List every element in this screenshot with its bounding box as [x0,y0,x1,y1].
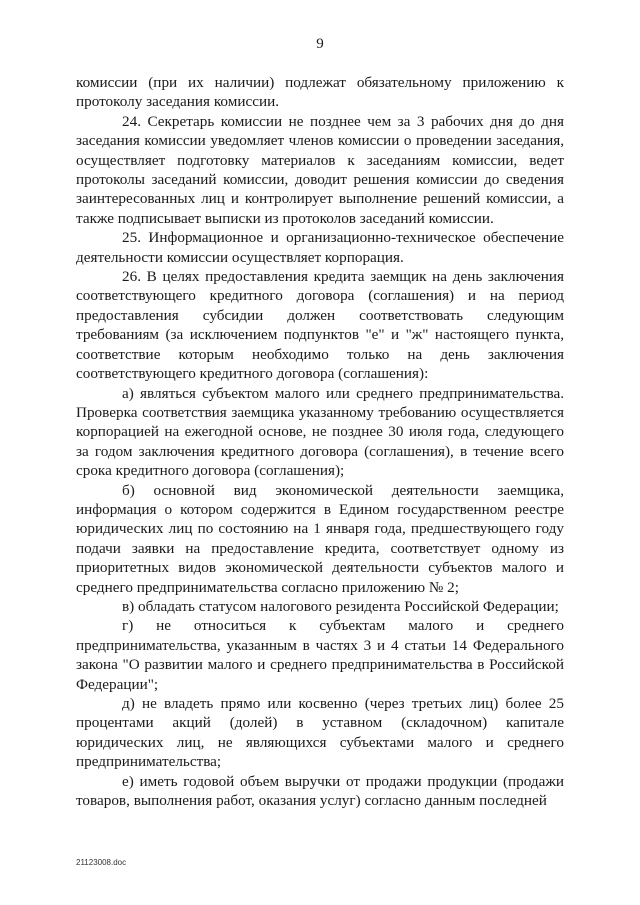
subparagraph-v: в) обладать статусом налогового резидента Российской Федерации; [122,597,559,615]
document-body [76,73,564,810]
footer-file-code: 21123008.doc [76,858,127,867]
subparagraph-a: а) являться субъектом малого или среднего предпринимательства. Проверка соответствия заемщика указанному требованию осуществляется корпорацией на ежегодной основе, не позднее 30 июля года, следующего за годом заключения кредитного договора (соглашения), в течение всего срока кредитного договора (соглашения); [76,384,564,480]
page-number: 9 [316,36,324,52]
subparagraph-d: д) не владеть прямо или косвенно (через третьих лиц) более 25 процентами акций (долей) в уставном (складочном) капитале юридических лиц, не являющихся субъектами малого и среднего предпринимательства; [76,695,564,771]
paragraph-25: 25. Информационное и организационно-техническое обеспечение деятельности комиссии осуществляет корпорация. [76,229,564,266]
paragraph-26: 26. В целях предоставления кредита заемщик на день заключения соответствующего кредитного договора (соглашения) и на период предоставления субсидии должен соответствовать следующим требованиям (за исключением подпунктов "е" и "ж" настоящего пункта, соответствие которым необходимо только на день заключения соответствующего кредитного договора (соглашения): [76,268,564,383]
subparagraph-e: е) иметь годовой объем выручки от продажи продукции (продажи товаров, выполнения работ, оказания услуг) согласно данным последней [76,772,564,810]
subparagraph-g: г) не относиться к субъектам малого и среднего предпринимательства, указанным в частях 3 и 4 статьи 14 Федерального закона "О развитии малого и среднего предпринимательства в Российской Федерации"; [76,617,564,693]
paragraph-continuation: комиссии (при их наличии) подлежат обязательному приложению к протоколу заседания комиссии. [76,74,564,111]
subparagraph-b: б) основной вид экономической деятельности заемщика, информация о котором содержится в Едином государственном реестре юридических лиц по состоянию на 1 января года, предшествующего году подачи заявки на предоставление кредита, соответствует одному из приоритетных видов экономической деятельности субъектов малого и среднего предпринимательства согласно приложению № 2; [76,481,564,596]
paragraph-24: 24. Секретарь комиссии не позднее чем за 3 рабочих дня до дня заседания комиссии уведомляет членов комиссии о проведении заседания, осуществляет подготовку материалов к заседаниям комиссии, ведет протоколы заседаний комиссии, доводит решения комиссии до сведения заинтересованных лиц и контролирует выполнение решений комиссии, а также подписывает выписки из протоколов заседаний комиссии. [76,112,564,227]
